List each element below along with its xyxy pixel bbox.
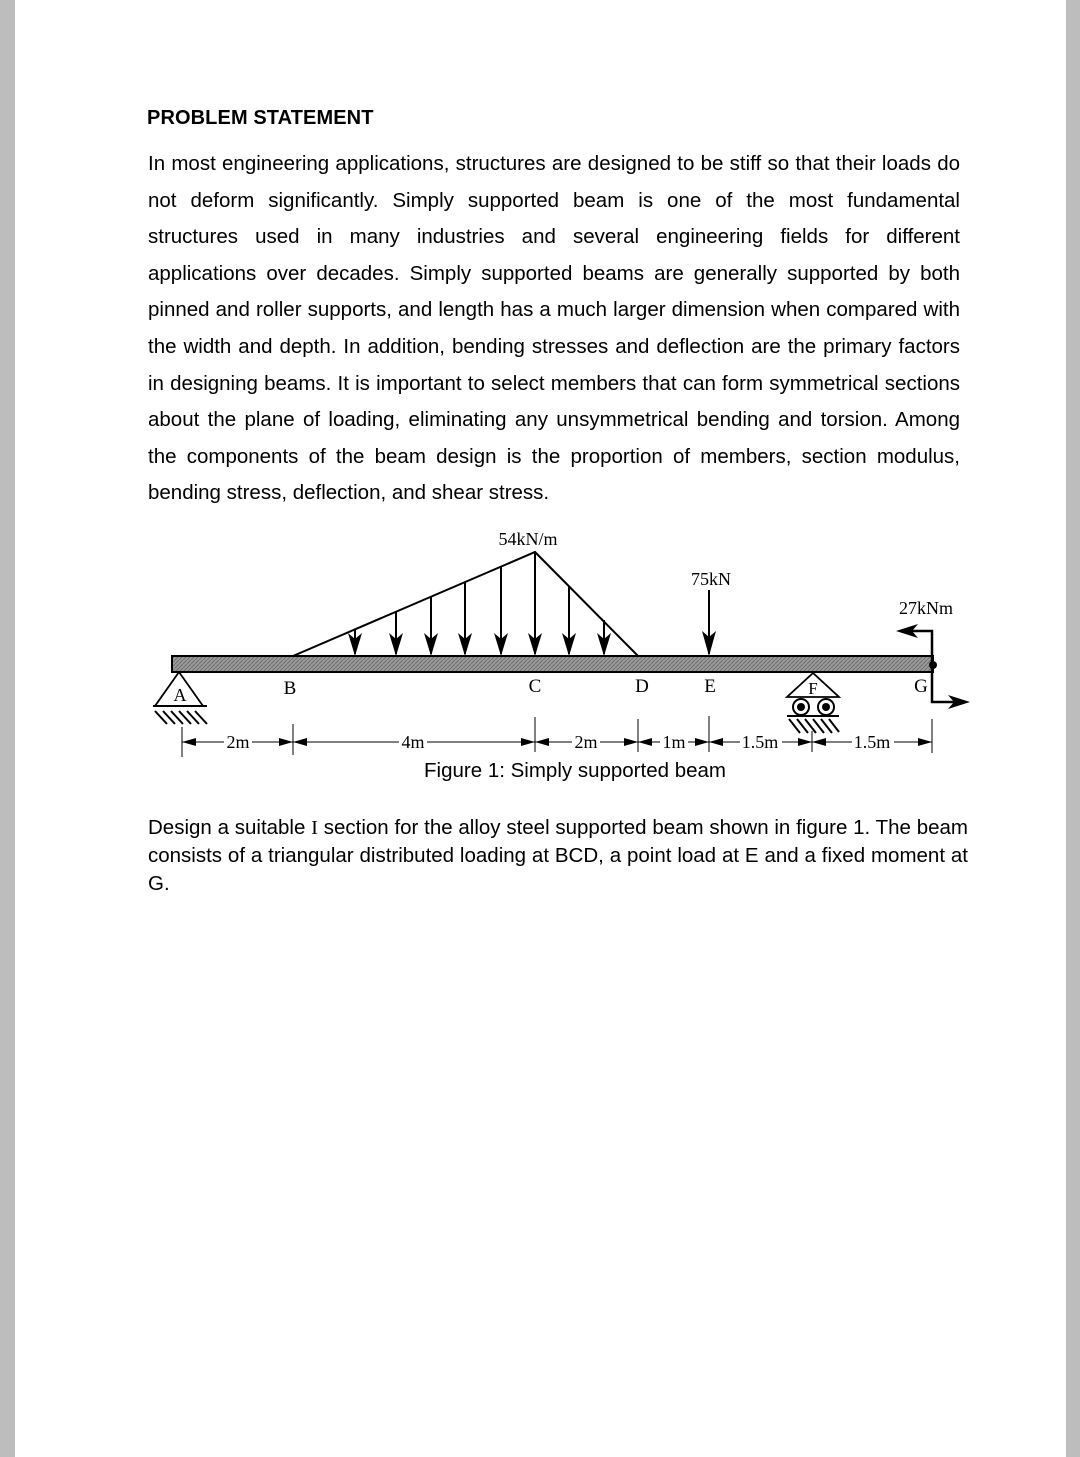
- dimension-line: [182, 716, 932, 757]
- dimension-bc: 4m: [401, 732, 425, 752]
- point-load-label: 75kN: [691, 569, 731, 589]
- point-label-a: A: [173, 685, 187, 705]
- dimension-de: 1m: [662, 732, 686, 752]
- point-label-c: C: [528, 676, 542, 697]
- point-label-g: G: [914, 676, 928, 697]
- dimension-ef: 1.5m: [741, 732, 779, 752]
- section-letter: I: [311, 817, 318, 839]
- beam: [172, 656, 933, 672]
- point-load-arrow: [702, 590, 716, 656]
- problem-heading: PROBLEM STATEMENT: [147, 107, 374, 129]
- dimension-ab: 2m: [226, 732, 250, 752]
- task-text-start: Design a suitable: [148, 816, 312, 839]
- point-label-b: B: [283, 678, 297, 699]
- dimension-cd: 2m: [574, 732, 598, 752]
- point-label-f: F: [808, 679, 818, 698]
- document-page: [15, 0, 1066, 1457]
- beam-figure: [15, 0, 1066, 800]
- task-paragraph: [148, 814, 968, 898]
- figure-caption: Figure 1: Simply supported beam: [424, 759, 726, 782]
- distributed-load-arrows: [348, 552, 611, 656]
- point-label-e: E: [704, 676, 716, 697]
- intro-paragraph: In most engineering applications, structures are designed to be stiff so that their loads do not deform significantly. Simply supported beam is one of the most fundamental structures used in many industries and several engineering fields for different applications over decades. Simply supported beams are generally supported by both pinned and roller supports, and length has a much larger dimension when compared with the width and depth. In addition, bending stresses and deflection are the primary factors in designing beams. It is important to select members that can form symmetrical sections about the plane of loading, eliminating any unsymmetrical bending and torsion. Among the components of the beam design is the proportion of members, section modulus, bending stress, deflection, and shear stress.: [148, 152, 960, 505]
- distributed-load-label: 54kN/m: [498, 529, 558, 549]
- moment-label: 27kNm: [899, 598, 953, 618]
- point-label-d: D: [635, 676, 649, 697]
- task-text-end: section for the alloy steel supported beam shown in figure 1. The beam consists of a triangular distributed loading at BCD, a point load at E and a fixed moment at G.: [148, 816, 968, 895]
- dimension-fg: 1.5m: [853, 732, 891, 752]
